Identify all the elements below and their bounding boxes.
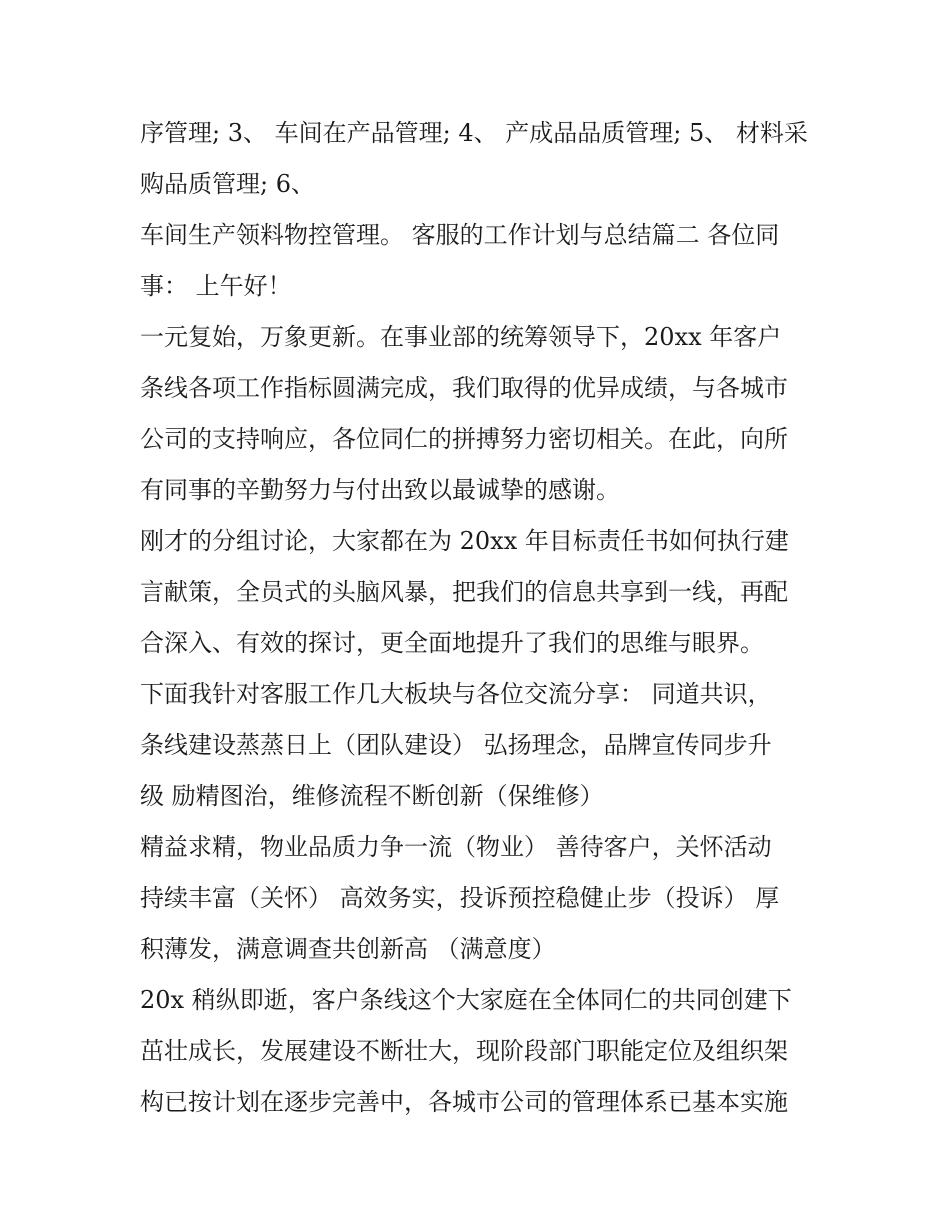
text-line: 序管理; 3、 车间在产品管理; 4、 产成品品质管理; 5、 材料采 (140, 119, 808, 147)
text-line: 精益求精，物业品质力争一流（物业） 善待客户，关怀活动 (140, 833, 772, 861)
text-line: 购品质管理; 6、 (140, 170, 315, 198)
text-line: 条线建设蒸蒸日上（团队建设） 弘扬理念，品牌宣传同步升 (140, 731, 772, 759)
text-line: 公司的支持响应，各位同仁的拼搏努力密切相关。在此，向所 (140, 425, 788, 453)
text-line: 一元复始，万象更新。在事业部的统筹领导下，20xx 年客户 (140, 323, 782, 351)
text-line: 下面我针对客服工作几大板块与各位交流分享： 同道共识， (140, 680, 772, 708)
text-line: 事： 上午好！ (140, 272, 292, 300)
text-line: 茁壮成长，发展建设不断壮大，现阶段部门职能定位及组织架 (140, 1037, 788, 1065)
text-line: 级 励精图治，维修流程不断创新（保维修） (140, 782, 604, 810)
text-line: 言献策，全员式的头脑风暴，把我们的信息共享到一线，再配 (140, 578, 788, 606)
text-line: 条线各项工作指标圆满完成，我们取得的优异成绩，与各城市 (140, 374, 788, 402)
text-line: 有同事的辛勤努力与付出致以最诚挚的感谢。 (140, 476, 620, 504)
text-line: 合深入、有效的探讨，更全面地提升了我们的思维与眼界。 (140, 629, 764, 657)
text-line: 积薄发，满意调查共创新高 （满意度） (140, 935, 556, 963)
text-line: 持续丰富（关怀） 高效务实，投诉预控稳健止步（投诉） 厚 (140, 884, 780, 912)
text-line: 20x 稍纵即逝，客户条线这个大家庭在全体同仁的共同创建下 (140, 986, 792, 1014)
text-line: 刚才的分组讨论，大家都在为 20xx 年目标责任书如何执行建 (140, 527, 789, 555)
text-line: 车间生产领料物控管理。 客服的工作计划与总结篇二 各位同 (140, 221, 780, 249)
body-text (140, 108, 820, 1128)
text-line: 构已按计划在逐步完善中，各城市公司的管理体系已基本实施 (140, 1088, 788, 1116)
